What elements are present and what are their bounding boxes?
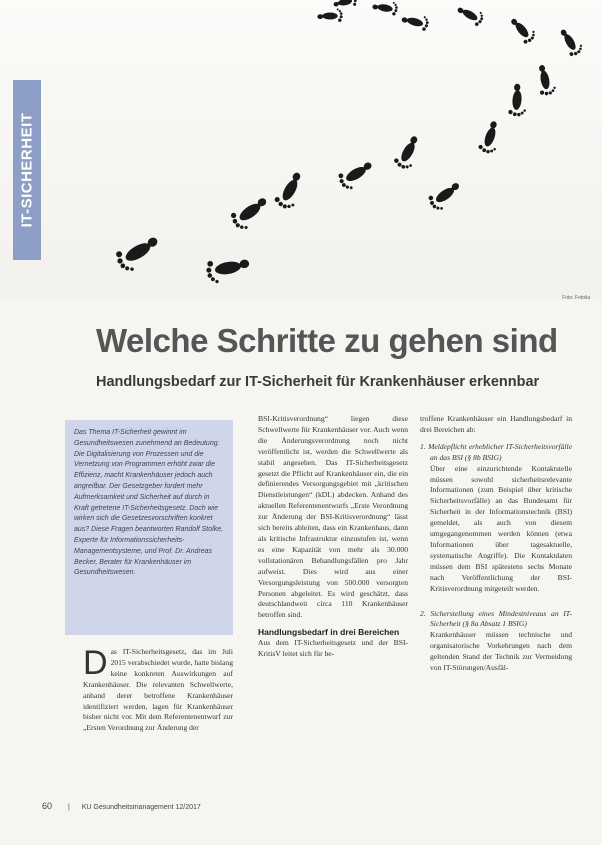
list-item-title: 2. Sicherstellung eines Mindestniveaus an IT-Sicherheit (§ 8a Absatz 1 BSIG) (420, 608, 572, 629)
page-footer (42, 801, 201, 811)
drop-cap: D (83, 644, 108, 682)
footer-separator: | (67, 804, 70, 811)
column-2-after: Aus dem IT-Sicherheitsgesetz und der BSI-KritisV leitet sich für be- (258, 638, 408, 659)
section-tab (13, 80, 41, 260)
column-3 (420, 414, 572, 674)
column-1-text: as IT-Sicherheitsgesetz, das im Juli 2015 verabschiedet wurde, hatte bislang keine konkreten Auswirkungen auf Krankenhäuser. Die relevanten Schwellwerte, anhand derer betroffene Krankenhäuser identifiziert werden, lagen für Krankenhäuser bisher nicht vor. Mit dem Referentenentwurf zur „Ersten Verordnung zur Änderung der (83, 647, 233, 733)
image-credit: Foto: Fotolia (562, 295, 590, 301)
column-3-intro: troffene Krankenhäuser ein Handlungsbedarf in drei Bereichen ab: (420, 414, 572, 434)
column-2-text: BSI-Kritisverordnung“ liegen diese Schwellwerte für Krankenhäuser vor. Auch wenn die Änderungsverordnung noch nicht veröffentlicht ist, werden die Schwellwerte als stabil angesehen. Das IT-Sicherheitsgesetz gesetzt die Pflicht auf Krankenhäuser ein, die ein definierendes Versorgungsgebiet mit „kritischen Dienstleistungen“ (kDL) abdecken. Anhand des aktuellen Referentenentwurfs „Erste Verordnung zur Änderung der BSI-Kritisverordnung“ lässt sich bereits ableiten, dass ein Krankenhaus, dann als kritische Infrastruktur einzustufen ist, wenn es eine Kapazität von mehr als 30.000 vollstationären Behandlungsfällen pro Jahr aufweist. Dies wird aus einer Versorgungsleistung von 500.000 versorgten Personen abgeleitet. Es wird geschätzt, dass deutschlandweit circa 110 Krankenhäuser betroffen sind. (258, 414, 408, 620)
footprints-icon (0, 0, 602, 300)
list-item-text: Krankenhäuser müssen technische und organisatorische Vorkehrungen nach dem geltenden Stand der Technik zur Vermeidung von IT-Störungen/Ausfäl- (430, 630, 572, 673)
list-item (420, 442, 572, 464)
list-item (420, 609, 572, 631)
list-item-text: Über eine einzurichtende Kontaktstelle müssen sowohl sicherheitsrelevante Informationen (zum Beispiel über kritische Sicherheitsvorfälle) an das Bundesamt für Sicherheit in der Informationstechnik (BSI) gemeldet, als auch von diesem umgegangenommen werden können (etwa Informationen über tagesaktuelle, systematische Angriffe). Die Kontaktdaten müssen dem BSI spätestens sechs Monate nach Veröffentlichung der BSI-Kritisverordnung mitgeteilt werden. (430, 463, 572, 593)
list-item-title: 1. Meldepflicht erheblicher IT-Sicherheitsvorfälle an das BSI (§ 8b BSIG) (420, 441, 572, 462)
section-heading: Handlungsbedarf in drei Bereichen (258, 627, 400, 638)
column-1 (83, 644, 233, 734)
article-title: Welche Schritte zu gehen sind (96, 322, 558, 359)
article-subtitle: Handlungsbedarf zur IT-Sicherheit für Krankenhäuser erkennbar (96, 374, 540, 390)
page-number: 60 (42, 801, 53, 811)
column-2 (258, 414, 408, 660)
section-label: IT-SICHERHEIT (18, 112, 36, 228)
lead-box: Das Thema IT-Sicherheit gewinnt im Gesundheitswesen zunehmend an Bedeutung. Die Digitalisierung von Prozessen und die Vernetzung von Programmen erhöht zwar die Effizienz, macht Krankenhäuser jedoch auch angreifbar. Der Gesetzgeber fordert mehr Aufmerksamkeit und Sicherheit auf durch in Kraft getretene IT-Sicherheitsgesetz. Doch wie wirken sich die Gesetzesvorschriften konkret aus? Diese Fragen beantworten Randolf Stolke, Experte für Informationssicherheits-Managementsysteme, und Prof. Dr. Andreas Becker, Berater für Krankenhäuser im Gesundheitswesen. (65, 420, 233, 635)
footprints-image (0, 0, 602, 300)
journal-name: KU Gesundheitsmanagement 12/2017 (81, 804, 201, 811)
